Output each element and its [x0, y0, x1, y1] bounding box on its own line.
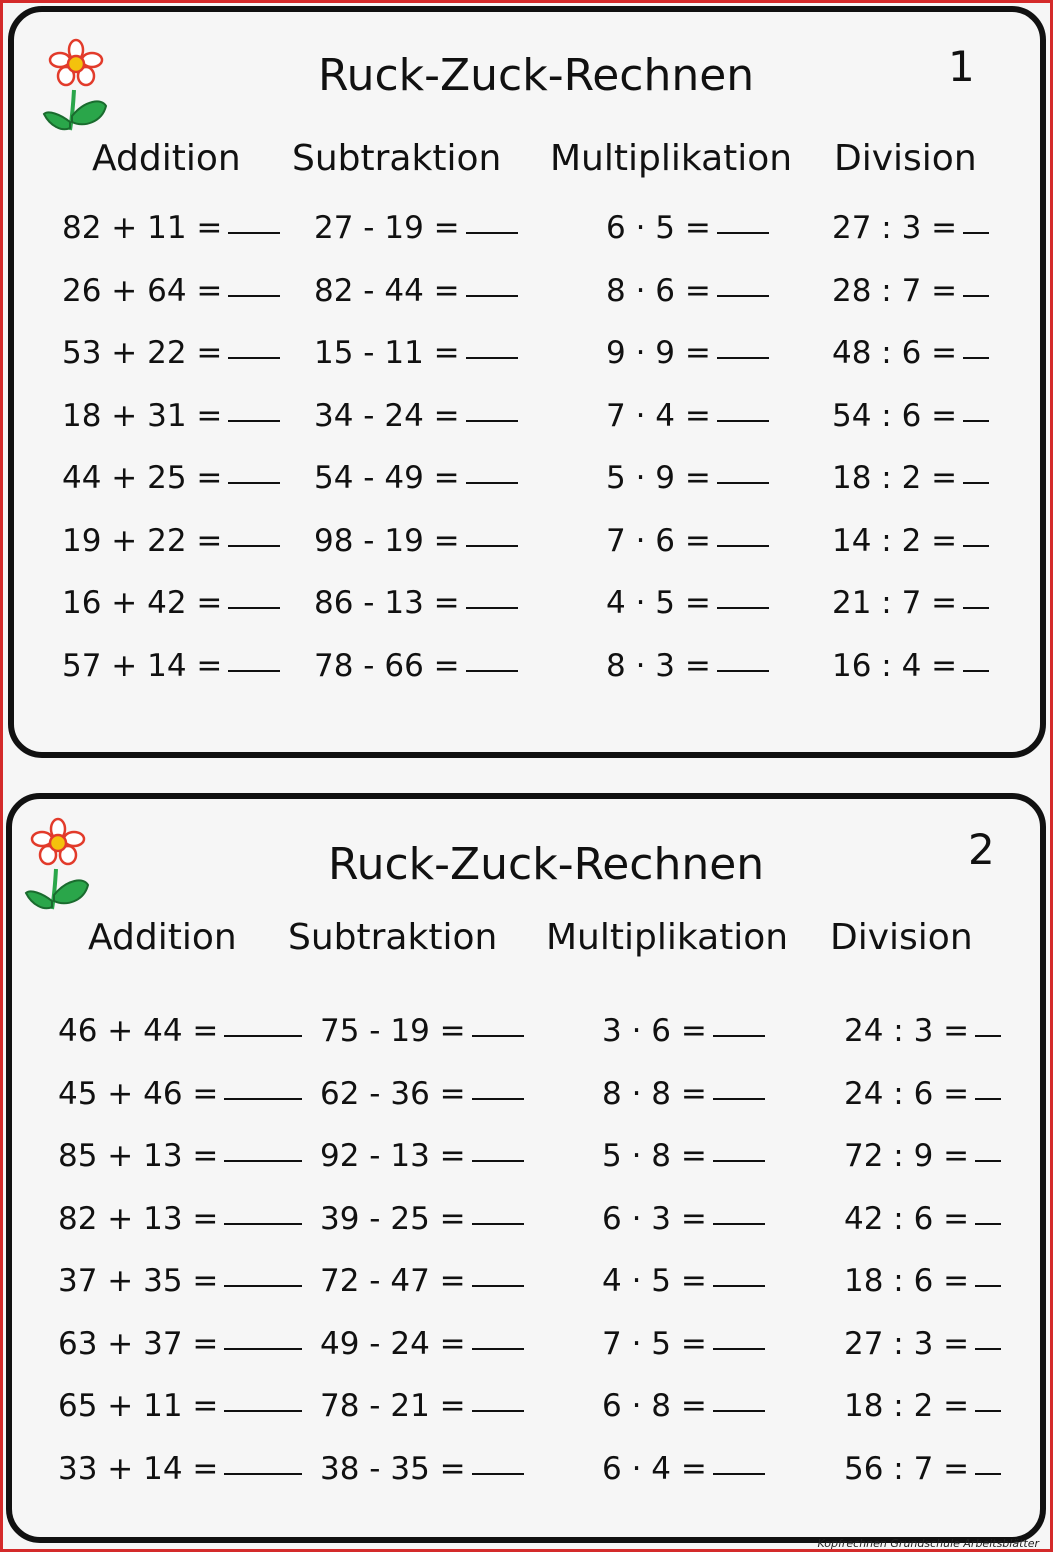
- task-text: 24 : 3 =: [844, 1013, 970, 1049]
- task-text: 7 · 6 =: [606, 522, 711, 559]
- task-text: 82 - 44 =: [314, 272, 460, 309]
- task-text: 14 : 2 =: [832, 522, 958, 559]
- task-text: 7 · 5 =: [602, 1325, 707, 1362]
- task-text: 37 + 35 =: [58, 1263, 219, 1299]
- answer-blank[interactable]: [228, 544, 280, 547]
- answer-blank[interactable]: [466, 294, 518, 297]
- task-division: [844, 1013, 1001, 1049]
- task-division: [832, 210, 989, 246]
- answer-blank[interactable]: [466, 544, 518, 547]
- task-subtraction: [314, 335, 518, 371]
- task-addition: [62, 523, 280, 559]
- column-header-division: Division: [834, 138, 977, 179]
- task-addition: [58, 1076, 302, 1112]
- task-division: [832, 335, 989, 371]
- task-subtraction: [314, 398, 518, 434]
- flower-icon: [40, 38, 110, 136]
- column-header-division: Division: [830, 917, 973, 958]
- task-addition: [58, 1388, 302, 1424]
- task-multiplication: [602, 1201, 765, 1237]
- task-text: 78 - 66 =: [314, 647, 460, 684]
- task-text: 8 · 3 =: [606, 647, 711, 684]
- task-subtraction: [314, 648, 518, 684]
- answer-blank[interactable]: [717, 481, 769, 484]
- answer-blank[interactable]: [713, 1472, 765, 1475]
- task-multiplication: [602, 1388, 765, 1424]
- task-text: 26 + 64 =: [62, 272, 223, 309]
- answer-blank[interactable]: [963, 669, 989, 672]
- task-text: 98 - 19 =: [314, 522, 460, 559]
- task-text: 6 · 4 =: [602, 1450, 707, 1487]
- answer-blank[interactable]: [713, 1347, 765, 1350]
- answer-blank[interactable]: [466, 231, 518, 234]
- task-text: 28 : 7 =: [832, 272, 958, 309]
- answer-blank[interactable]: [975, 1472, 1001, 1475]
- task-multiplication: [602, 1263, 765, 1299]
- answer-blank[interactable]: [228, 419, 280, 422]
- answer-blank[interactable]: [713, 1284, 765, 1287]
- task-addition: [62, 648, 280, 684]
- task-text: 3 · 6 =: [602, 1013, 707, 1049]
- answer-blank[interactable]: [224, 1284, 302, 1287]
- task-text: 27 - 19 =: [314, 210, 460, 246]
- task-multiplication: [606, 648, 769, 684]
- task-multiplication: [606, 210, 769, 246]
- answer-blank[interactable]: [228, 294, 280, 297]
- answer-blank[interactable]: [224, 1347, 302, 1350]
- answer-blank[interactable]: [228, 481, 280, 484]
- task-subtraction: [314, 585, 518, 621]
- column-header-multiplication: Multiplikation: [550, 138, 793, 179]
- task-text: 62 - 36 =: [320, 1075, 466, 1112]
- task-subtraction: [314, 210, 518, 246]
- answer-blank[interactable]: [472, 1034, 524, 1037]
- task-text: 78 - 21 =: [320, 1388, 466, 1424]
- task-subtraction: [320, 1013, 524, 1049]
- task-text: 4 · 5 =: [606, 585, 711, 621]
- task-text: 6 · 8 =: [602, 1388, 707, 1424]
- answer-blank[interactable]: [975, 1284, 1001, 1287]
- answer-blank[interactable]: [713, 1159, 765, 1162]
- answer-blank[interactable]: [466, 356, 518, 359]
- answer-blank[interactable]: [717, 606, 769, 609]
- task-addition: [58, 1138, 302, 1174]
- task-text: 19 + 22 =: [62, 522, 223, 559]
- task-text: 82 + 13 =: [58, 1200, 219, 1237]
- task-subtraction: [320, 1451, 524, 1487]
- answer-blank[interactable]: [975, 1347, 1001, 1350]
- task-text: 7 · 4 =: [606, 397, 711, 434]
- answer-blank[interactable]: [228, 669, 280, 672]
- task-text: 16 : 4 =: [832, 647, 958, 684]
- column-header-multiplication: Multiplikation: [546, 917, 789, 958]
- answer-blank[interactable]: [717, 356, 769, 359]
- task-text: 72 : 9 =: [844, 1138, 970, 1174]
- answer-blank[interactable]: [472, 1222, 524, 1225]
- task-division: [832, 273, 989, 309]
- task-text: 72 - 47 =: [320, 1263, 466, 1299]
- task-text: 54 : 6 =: [832, 397, 958, 434]
- answer-blank[interactable]: [717, 294, 769, 297]
- task-addition: [62, 398, 280, 434]
- task-text: 86 - 13 =: [314, 585, 460, 621]
- task-division: [844, 1263, 1001, 1299]
- answer-blank[interactable]: [466, 669, 518, 672]
- task-text: 33 + 14 =: [58, 1450, 219, 1487]
- task-text: 57 + 14 =: [62, 647, 223, 684]
- answer-blank[interactable]: [472, 1347, 524, 1350]
- task-division: [832, 648, 989, 684]
- answer-blank[interactable]: [472, 1097, 524, 1100]
- task-text: 85 + 13 =: [58, 1138, 219, 1174]
- task-text: 27 : 3 =: [844, 1325, 970, 1362]
- task-subtraction: [320, 1076, 524, 1112]
- task-text: 65 + 11 =: [58, 1388, 219, 1424]
- answer-blank[interactable]: [472, 1409, 524, 1412]
- column-header-subtraction: Subtraktion: [288, 917, 498, 958]
- answer-blank[interactable]: [713, 1097, 765, 1100]
- task-addition: [62, 585, 280, 621]
- task-text: 38 - 35 =: [320, 1450, 466, 1487]
- task-division: [832, 398, 989, 434]
- task-multiplication: [606, 335, 769, 371]
- task-text: 56 : 7 =: [844, 1450, 970, 1487]
- task-addition: [58, 1326, 302, 1362]
- task-division: [832, 585, 989, 621]
- answer-blank[interactable]: [228, 356, 280, 359]
- task-text: 4 · 5 =: [602, 1263, 707, 1299]
- task-division: [832, 523, 989, 559]
- answer-blank[interactable]: [963, 544, 989, 547]
- task-text: 92 - 13 =: [320, 1138, 466, 1174]
- task-text: 48 : 6 =: [832, 335, 958, 371]
- answer-blank[interactable]: [717, 231, 769, 234]
- card-title: Ruck-Zuck-Rechnen: [328, 839, 765, 890]
- task-text: 75 - 19 =: [320, 1013, 466, 1049]
- answer-blank[interactable]: [975, 1159, 1001, 1162]
- task-multiplication: [602, 1326, 765, 1362]
- answer-blank[interactable]: [975, 1409, 1001, 1412]
- task-multiplication: [606, 523, 769, 559]
- task-division: [844, 1076, 1001, 1112]
- answer-blank[interactable]: [466, 419, 518, 422]
- answer-blank[interactable]: [975, 1097, 1001, 1100]
- worksheet-card-2: [6, 793, 1046, 1543]
- task-text: 8 · 8 =: [602, 1075, 707, 1112]
- task-addition: [62, 210, 280, 246]
- answer-blank[interactable]: [963, 231, 989, 234]
- task-addition: [62, 335, 280, 371]
- answer-blank[interactable]: [472, 1284, 524, 1287]
- card-number: 1: [948, 42, 975, 91]
- task-text: 18 + 31 =: [62, 397, 223, 434]
- answer-blank[interactable]: [466, 481, 518, 484]
- column-header-addition: Addition: [92, 138, 241, 179]
- task-text: 18 : 2 =: [844, 1388, 970, 1424]
- answer-blank[interactable]: [472, 1159, 524, 1162]
- task-addition: [58, 1201, 302, 1237]
- task-division: [844, 1326, 1001, 1362]
- answer-blank[interactable]: [713, 1222, 765, 1225]
- answer-blank[interactable]: [228, 606, 280, 609]
- worksheet-card-1: [8, 6, 1046, 758]
- task-multiplication: [602, 1138, 765, 1174]
- task-addition: [62, 460, 280, 496]
- column-header-subtraction: Subtraktion: [292, 138, 502, 179]
- task-text: 46 + 44 =: [58, 1013, 219, 1049]
- task-division: [844, 1388, 1001, 1424]
- answer-blank[interactable]: [713, 1034, 765, 1037]
- task-text: 18 : 6 =: [844, 1263, 970, 1299]
- task-text: 53 + 22 =: [62, 335, 223, 371]
- task-multiplication: [606, 460, 769, 496]
- task-text: 82 + 11 =: [62, 210, 223, 246]
- task-text: 6 · 5 =: [606, 210, 711, 246]
- task-text: 39 - 25 =: [320, 1200, 466, 1237]
- task-multiplication: [602, 1451, 765, 1487]
- task-division: [832, 460, 989, 496]
- task-division: [844, 1201, 1001, 1237]
- task-subtraction: [320, 1326, 524, 1362]
- answer-blank[interactable]: [224, 1472, 302, 1475]
- task-multiplication: [602, 1076, 765, 1112]
- task-text: 15 - 11 =: [314, 335, 460, 371]
- answer-blank[interactable]: [466, 606, 518, 609]
- task-division: [844, 1138, 1001, 1174]
- task-subtraction: [314, 273, 518, 309]
- answer-blank[interactable]: [224, 1097, 302, 1100]
- answer-blank[interactable]: [717, 669, 769, 672]
- task-text: 49 - 24 =: [320, 1325, 466, 1362]
- answer-blank[interactable]: [963, 294, 989, 297]
- answer-blank[interactable]: [472, 1472, 524, 1475]
- task-text: 44 + 25 =: [62, 460, 223, 496]
- task-text: 5 · 8 =: [602, 1138, 707, 1174]
- card-number: 2: [968, 825, 995, 874]
- answer-blank[interactable]: [963, 419, 989, 422]
- task-text: 8 · 6 =: [606, 272, 711, 309]
- task-subtraction: [320, 1201, 524, 1237]
- task-subtraction: [314, 523, 518, 559]
- answer-blank[interactable]: [224, 1034, 302, 1037]
- task-addition: [58, 1451, 302, 1487]
- task-text: 27 : 3 =: [832, 210, 958, 246]
- task-text: 9 · 9 =: [606, 335, 711, 371]
- answer-blank[interactable]: [717, 419, 769, 422]
- task-text: 24 : 6 =: [844, 1075, 970, 1112]
- answer-blank[interactable]: [963, 356, 989, 359]
- task-division: [844, 1451, 1001, 1487]
- task-text: 18 : 2 =: [832, 460, 958, 496]
- task-addition: [58, 1013, 302, 1049]
- answer-blank[interactable]: [713, 1409, 765, 1412]
- task-subtraction: [320, 1138, 524, 1174]
- task-text: 63 + 37 =: [58, 1325, 219, 1362]
- answer-blank[interactable]: [224, 1222, 302, 1225]
- task-subtraction: [320, 1388, 524, 1424]
- answer-blank[interactable]: [717, 544, 769, 547]
- task-multiplication: [606, 585, 769, 621]
- answer-blank[interactable]: [224, 1409, 302, 1412]
- answer-blank[interactable]: [228, 231, 280, 234]
- task-text: 5 · 9 =: [606, 460, 711, 496]
- card-title: Ruck-Zuck-Rechnen: [318, 50, 755, 101]
- task-subtraction: [320, 1263, 524, 1299]
- answer-blank[interactable]: [975, 1222, 1001, 1225]
- task-text: 34 - 24 =: [314, 397, 460, 434]
- flower-icon: [22, 817, 92, 915]
- task-text: 42 : 6 =: [844, 1200, 970, 1237]
- task-text: 16 + 42 =: [62, 585, 223, 621]
- task-text: 54 - 49 =: [314, 460, 460, 496]
- task-multiplication: [606, 398, 769, 434]
- task-text: 45 + 46 =: [58, 1075, 219, 1112]
- task-text: 6 · 3 =: [602, 1200, 707, 1237]
- task-addition: [62, 273, 280, 309]
- task-multiplication: [602, 1013, 765, 1049]
- answer-blank[interactable]: [224, 1159, 302, 1162]
- answer-blank[interactable]: [963, 481, 989, 484]
- footer-caption: Kopfrechnen Grundschule Arbeitsblätter: [817, 1537, 1039, 1550]
- answer-blank[interactable]: [963, 606, 989, 609]
- answer-blank[interactable]: [975, 1034, 1001, 1037]
- task-text: 21 : 7 =: [832, 585, 958, 621]
- task-multiplication: [606, 273, 769, 309]
- task-subtraction: [314, 460, 518, 496]
- task-addition: [58, 1263, 302, 1299]
- column-header-addition: Addition: [88, 917, 237, 958]
